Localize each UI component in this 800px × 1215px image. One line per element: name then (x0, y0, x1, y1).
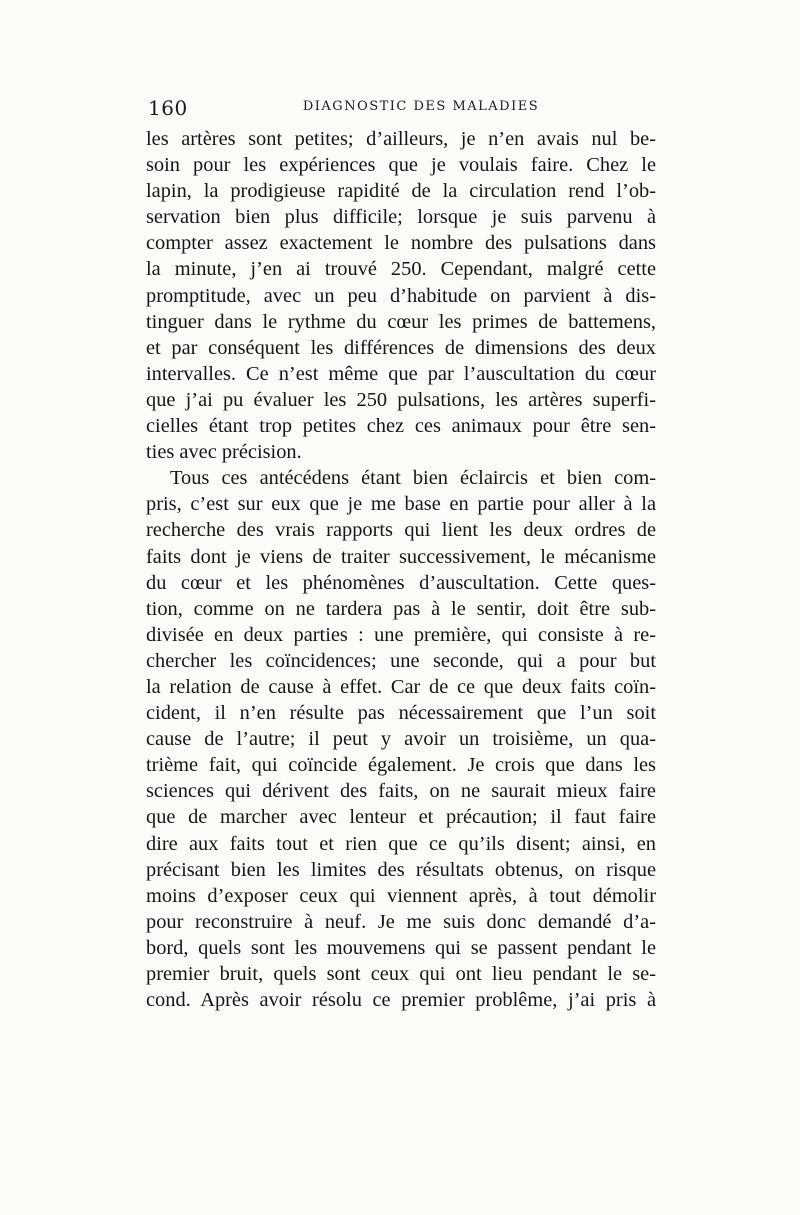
text-line: la minute, j’en ai trouvé 250. Cependant, malgré cette (146, 258, 656, 281)
text-line: dire aux faits tout et rien que ce qu’ils disent; ainsi, en (146, 832, 656, 855)
text-line: cause de l’autre; il peut y avoir un troisième, un qua- (146, 728, 656, 751)
paragraph-1 (146, 126, 656, 465)
text-line: cident, il n’en résulte pas nécessairement que l’un soit (146, 702, 656, 725)
text-line: tion, comme on ne tardera pas à le sentir, doit être sub- (146, 597, 656, 620)
text-line: tinguer dans le rythme du cœur les primes de battemens, (146, 310, 656, 333)
text-line: premier bruit, quels sont ceux qui ont lieu pendant le se- (146, 963, 656, 985)
text-line: que de marcher avec lenteur et précaution; il faut faire (146, 806, 656, 829)
running-title: DIAGNOSTIC DES MALADIES (302, 99, 540, 114)
text-line: que j’ai pu évaluer les 250 pulsations, les artères superfi- (146, 388, 656, 411)
text-line: intervalles. Ce n’est même que par l’auscultation du cœur (146, 362, 656, 385)
text-line: sciences qui dérivent des faits, on ne saurait mieux faire (146, 780, 656, 803)
text-line: trième fait, qui coïncide également. Je crois que dans les (146, 754, 656, 777)
text-line: compter assez exactement le nombre des pulsations dans (146, 232, 656, 255)
text-line: Tous ces antécédens étant bien éclaircis et bien com- (170, 467, 656, 490)
text-line: cielles étant trop petites chez ces animaux pour être sen- (146, 415, 656, 438)
text-line: précisant bien les limites des résultats obtenus, on risque (146, 858, 656, 881)
text-line: pris, c’est sur eux que je me base en partie pour aller à la (146, 493, 656, 516)
text-line: cond. Après avoir résolu ce premier problême, j’ai pris à (146, 989, 656, 1012)
text-line: recherche des vrais rapports qui lient les deux ordres de (146, 519, 656, 542)
text-line: servation bien plus difficile; lorsque je suis parvenu à (146, 206, 656, 229)
text-line: soin pour les expériences que je voulais faire. Chez le (146, 154, 656, 177)
text-line: moins d’exposer ceux qui viennent après, à tout démolir (146, 884, 656, 907)
text-line: et par conséquent les différences de dimensions des deux (146, 336, 656, 359)
text-line: la relation de cause à effet. Car de ce que deux faits coïn- (146, 675, 656, 698)
text-line: pour reconstruire à neuf. Je me suis donc demandé d’a- (146, 910, 656, 933)
paragraph-2 (146, 465, 656, 1013)
text-line: du cœur et les phénomènes d’auscultation. Cette ques- (146, 571, 656, 594)
text-line: les artères sont petites; d’ailleurs, je n’en avais nul be- (146, 128, 656, 150)
text-line: faits dont je viens de traiter successivement, le mécanisme (146, 545, 656, 568)
text-line: promptitude, avec un peu d’habitude on parvient à dis- (146, 284, 656, 307)
text-line: bord, quels sont les mouvemens qui se passent pendant le (146, 936, 656, 959)
text-line: ties avec précision. (146, 441, 302, 464)
text-line: chercher les coïncidences; une seconde, qui a pour but (146, 649, 656, 672)
text-line: lapin, la prodigieuse rapidité de la circulation rend l’ob- (146, 180, 656, 203)
body-text (146, 126, 656, 1013)
page-header (148, 96, 660, 120)
page-number: 160 (148, 96, 188, 120)
text-line: divisée en deux parties : une première, qui consiste à re- (146, 623, 656, 646)
